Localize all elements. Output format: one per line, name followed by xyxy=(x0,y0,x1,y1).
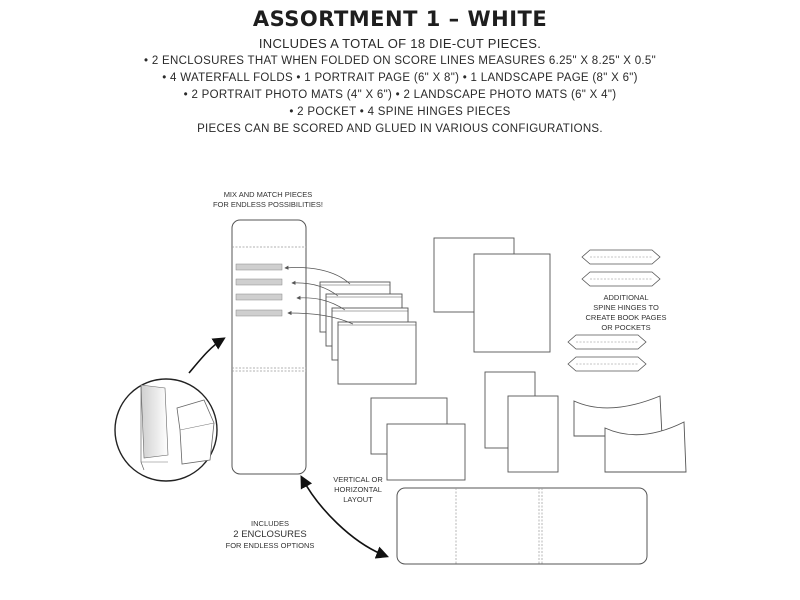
vertical-enclosure xyxy=(232,220,306,474)
hinge-label-line-3: CREATE BOOK PAGES xyxy=(585,313,667,322)
horizontal-enclosure xyxy=(397,488,647,564)
pages xyxy=(434,238,550,352)
mix-label-line-1: MIX AND MATCH PIECES xyxy=(223,190,313,199)
includes-label-line-3: FOR ENDLESS OPTIONS xyxy=(225,541,315,550)
layout-label-line-1: VERTICAL OR xyxy=(333,475,383,484)
header-line-1: INCLUDES A TOTAL OF 18 DIE-CUT PIECES. xyxy=(258,36,542,51)
waterfall-folds xyxy=(320,282,416,384)
header-line-3: • 4 WATERFALL FOLDS • 1 PORTRAIT PAGE (6" X 8") • 1 LANDSCAPE PAGE (8" X 6") xyxy=(162,72,638,84)
header-line-6: PIECES CAN BE SCORED AND GLUED IN VARIOUS CONFIGURATIONS. xyxy=(197,123,603,135)
circle-to-enclosure-arrow xyxy=(189,339,223,373)
page-title: ASSORTMENT 1 – WHITE xyxy=(252,7,548,31)
hinge-label-line-4: OR POCKETS xyxy=(601,323,651,332)
includes-label-line-2: 2 ENCLOSURES xyxy=(233,529,307,540)
portrait-photo-mats xyxy=(485,372,558,472)
layout-label-line-2: HORIZONTAL xyxy=(334,485,382,494)
pockets xyxy=(574,396,686,472)
landscape-photo-mats xyxy=(371,398,465,480)
layout-label-line-3: LAYOUT xyxy=(343,495,373,504)
hinge-label-line-2: SPINE HINGES TO xyxy=(593,303,659,312)
fold-detail-circle xyxy=(115,379,217,481)
header-line-4: • 2 PORTRAIT PHOTO MATS (4" X 6") • 2 LANDSCAPE PHOTO MATS (6" X 4") xyxy=(183,89,617,101)
mix-label-line-2: FOR ENDLESS POSSIBILITIES! xyxy=(212,200,324,209)
hinge-label-line-1: ADDITIONAL xyxy=(603,293,649,302)
header-line-5: • 2 POCKET • 4 SPINE HINGES PIECES xyxy=(289,106,511,118)
includes-label-line-1: INCLUDES xyxy=(251,519,289,528)
header-line-2: • 2 ENCLOSURES THAT WHEN FOLDED ON SCORE LINES MEASURES 6.25" X 8.25" X 0.5" xyxy=(144,55,656,67)
